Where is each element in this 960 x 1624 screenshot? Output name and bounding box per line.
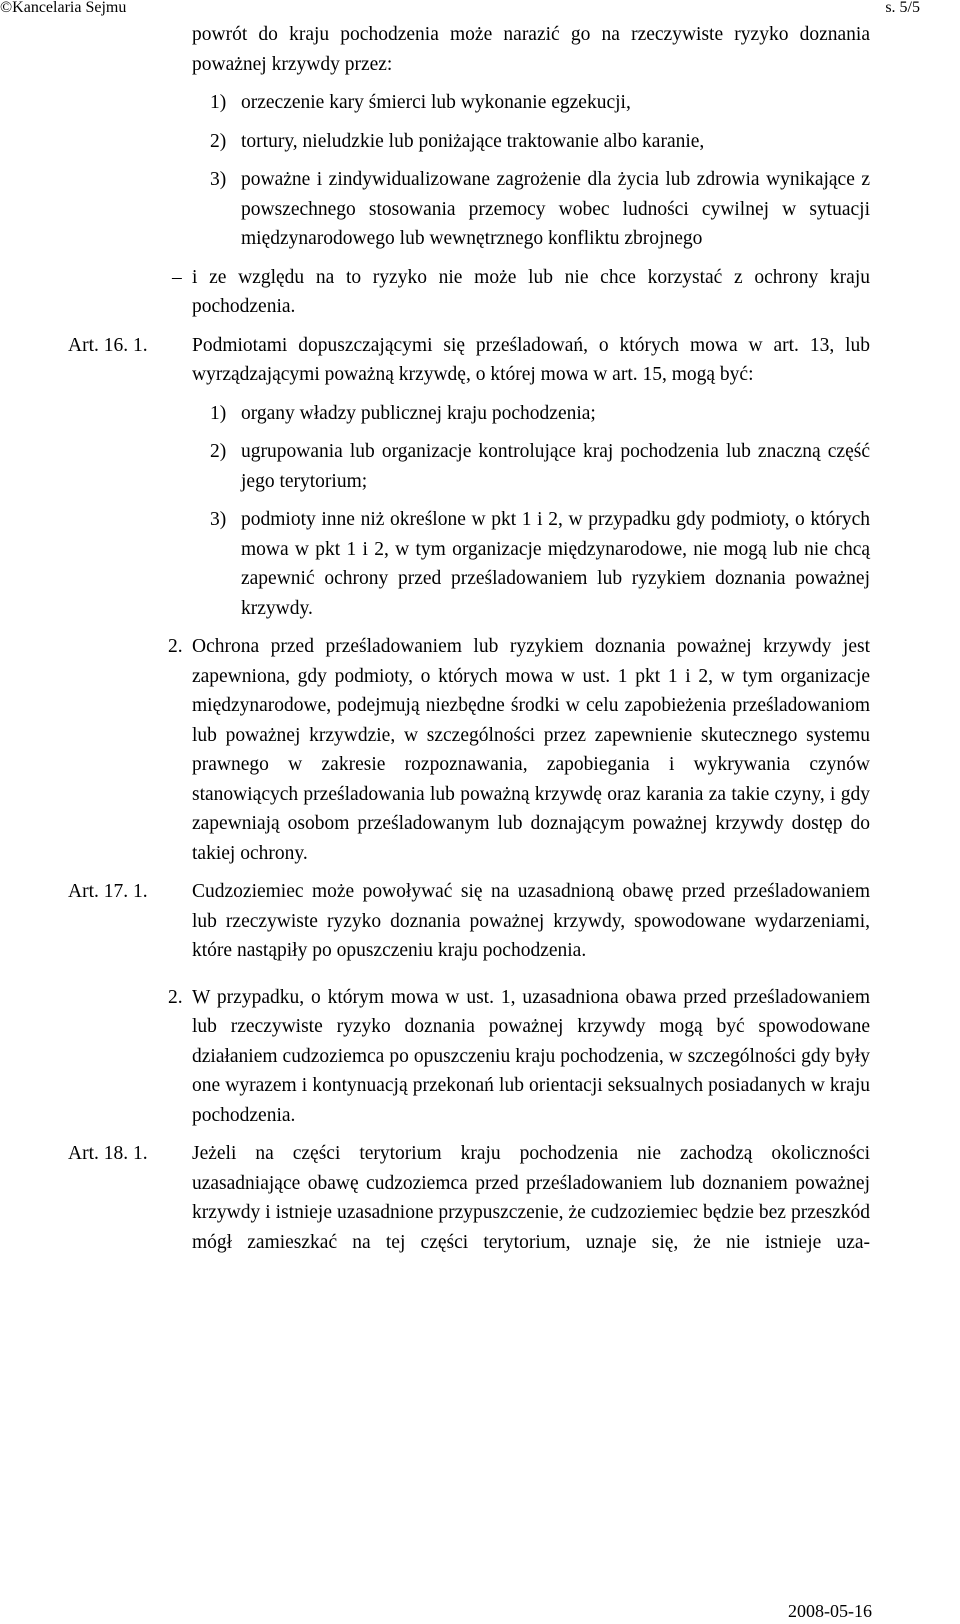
list-item-number: 3) (210, 509, 227, 530)
dash-clause (0, 263, 870, 322)
article-number: Art. 18. 1. (68, 1143, 148, 1164)
article-17-paragraph-2 (0, 983, 870, 1131)
article-text: Podmiotami dopuszczającymi się prześladowań, o których mowa w art. 13, lub wyrządzającymi poważną krzywdę, o której mowa w art. 15, mogą być: (192, 334, 870, 385)
intro-paragraph: powrót do kraju pochodzenia może narazić go na rzeczywiste ryzyko doznania poważnej krzywdy przez: (192, 24, 870, 75)
list-item-b3 (0, 505, 870, 623)
article-number: Art. 16. 1. (68, 334, 148, 356)
list-item-number: 2) (210, 441, 227, 462)
article-16 (0, 331, 870, 390)
article-18 (0, 1139, 870, 1257)
page-header (0, 0, 960, 18)
list-item-text: organy władzy publicznej kraju pochodzenia; (241, 402, 596, 424)
dash-marker: – (172, 266, 182, 288)
dash-clause-text: i ze względu na to ryzyko nie może lub nie chce korzystać z ochrony kraju pochodzenia. (192, 266, 870, 317)
article-17 (0, 877, 870, 966)
paragraph-number: 2. (168, 986, 183, 1008)
list-item-a1 (0, 88, 870, 118)
paragraph-text: Ochrona przed prześladowaniem lub ryzykiem doznania poważnej krzywdy jest zapewniona, gdy podmioty, o których mowa w ust. 1 pkt 1 i 2, w tym organizacje międzynarodowe, podejmują niezbędne środki w celu zapobieżenia prześladowaniom lub poważnej krzywdzie, w szczególności przez zapewnienie skutecznego systemu prawnego w zakresie rozpoznawania, zapobiegania i wykrywania czynów stanowiących prześladowania lub poważną krzywdę oraz karania za takie czyny, i gdy zapewniają osobom prześladowanym lub doznającym poważnej krzywdy dostęp do takiej ochrony. (192, 636, 870, 864)
article-number: Art. 17. 1. (68, 881, 148, 902)
list-item-a2 (0, 127, 870, 157)
paragraph-text: W przypadku, o którym mowa w ust. 1, uzasadniona obawa przed prześladowaniem lub rzeczywiste ryzyko doznania poważnej krzywdy mogą być spowodowane działaniem cudzoziemca po opuszczeniu kraju pochodzenia, w szczególności gdy były one wyrazem i kontynuacją przekonań lub orientacji seksualnych posiadanych w kraju pochodzenia. (192, 986, 870, 1126)
document-body (0, 20, 960, 1257)
article-16-paragraph-2 (0, 632, 870, 868)
footer-date: 2008-05-16 (788, 1601, 872, 1621)
header-page-number: s. 5/5 (885, 0, 920, 16)
list-item-a3 (0, 165, 870, 254)
list-item-text: poważne i zindywidualizowane zagrożenie dla życia lub zdrowia wynikające z powszechnego stosowania przemocy wobec ludności cywilnej w sytuacji międzynarodowego lub wewnętrznego konfliktu zbrojnego (241, 169, 870, 249)
list-item-text: podmioty inne niż określone w pkt 1 i 2, w przypadku gdy podmioty, o których mowa w pkt 1 i 2, w tym organizacje międzynarodowe, nie mogą lub nie chcą zapewnić ochrony przed prześladowaniem lub ryzykiem doznania poważnej krzywdy. (241, 509, 870, 619)
list-item-number: 3) (210, 169, 227, 190)
list-item-b2 (0, 437, 870, 496)
list-item-text: tortury, nieludzkie lub poniżające traktowanie albo karanie, (241, 130, 705, 152)
header-copyright: ©Kancelaria Sejmu (0, 0, 127, 16)
article-text: Jeżeli na części terytorium kraju pochodzenia nie zachodzą okoliczności uzasadniające obawę cudzoziemca przed prześladowaniem lub doznaniem poważnej krzywdy i istnieje uzasadnione przypuszczenie, że cudzoziemiec będzie bez przeszkód mógł zamieszkać na tej części terytorium, uznaje się, że nie istnieje uza- (192, 1143, 870, 1253)
list-item-b1 (0, 399, 870, 429)
article-text: Cudzoziemiec może powoływać się na uzasadnioną obawę przed prześladowaniem lub rzeczywiste ryzyko doznania poważnej krzywdy, spowodowane wydarzeniami, które nastąpiły po opuszczeniu kraju pochodzenia. (192, 881, 870, 961)
list-item-number: 1) (210, 92, 227, 113)
list-item-number: 1) (210, 402, 227, 424)
list-item-text: ugrupowania lub organizacje kontrolujące kraj pochodzenia lub znaczną część jego terytorium; (241, 441, 870, 492)
paragraph-number: 2. (168, 636, 183, 657)
list-item-number: 2) (210, 130, 227, 152)
list-item-text: orzeczenie kary śmierci lub wykonanie egzekucji, (241, 92, 631, 113)
